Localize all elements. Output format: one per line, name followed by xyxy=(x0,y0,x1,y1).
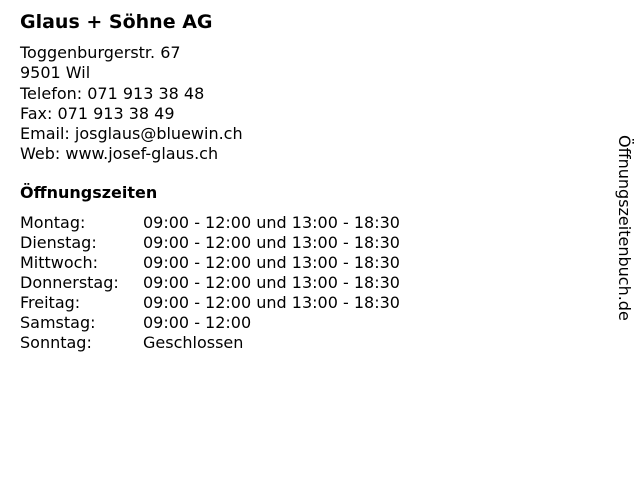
address-block xyxy=(20,43,243,165)
email-address: Email: josglaus@bluewin.ch xyxy=(20,124,243,144)
time-value: 09:00 - 12:00 und 13:00 - 18:30 xyxy=(143,253,400,272)
time-value: 09:00 - 12:00 und 13:00 - 18:30 xyxy=(143,213,400,232)
city: 9501 Wil xyxy=(20,63,91,83)
time-value: 09:00 - 12:00 xyxy=(143,313,252,332)
time-value: Geschlossen xyxy=(143,333,244,352)
opening-hours-heading: Öffnungszeiten xyxy=(20,183,158,202)
phone-number: Telefon: 071 913 38 48 xyxy=(20,83,205,103)
time-value: 09:00 - 12:00 und 13:00 - 18:30 xyxy=(143,273,400,292)
day-label: Mittwoch: xyxy=(20,253,98,272)
day-label: Sonntag: xyxy=(20,333,92,352)
day-label: Freitag: xyxy=(20,293,81,312)
fax-number: Fax: 071 913 38 49 xyxy=(20,103,175,123)
website: Web: www.josef-glaus.ch xyxy=(20,144,219,164)
time-value: 09:00 - 12:00 und 13:00 - 18:30 xyxy=(143,233,400,252)
time-value: 09:00 - 12:00 und 13:00 - 18:30 xyxy=(143,293,400,312)
day-label: Dienstag: xyxy=(20,233,97,252)
day-label: Montag: xyxy=(20,213,86,232)
watermark-text: Öffnungszeitenbuch.de xyxy=(615,135,634,321)
day-label: Donnerstag: xyxy=(20,273,119,292)
street-address: Toggenburgerstr. 67 xyxy=(20,43,181,62)
business-name: Glaus + Söhne AG xyxy=(20,11,213,33)
day-label: Samstag: xyxy=(20,313,96,332)
